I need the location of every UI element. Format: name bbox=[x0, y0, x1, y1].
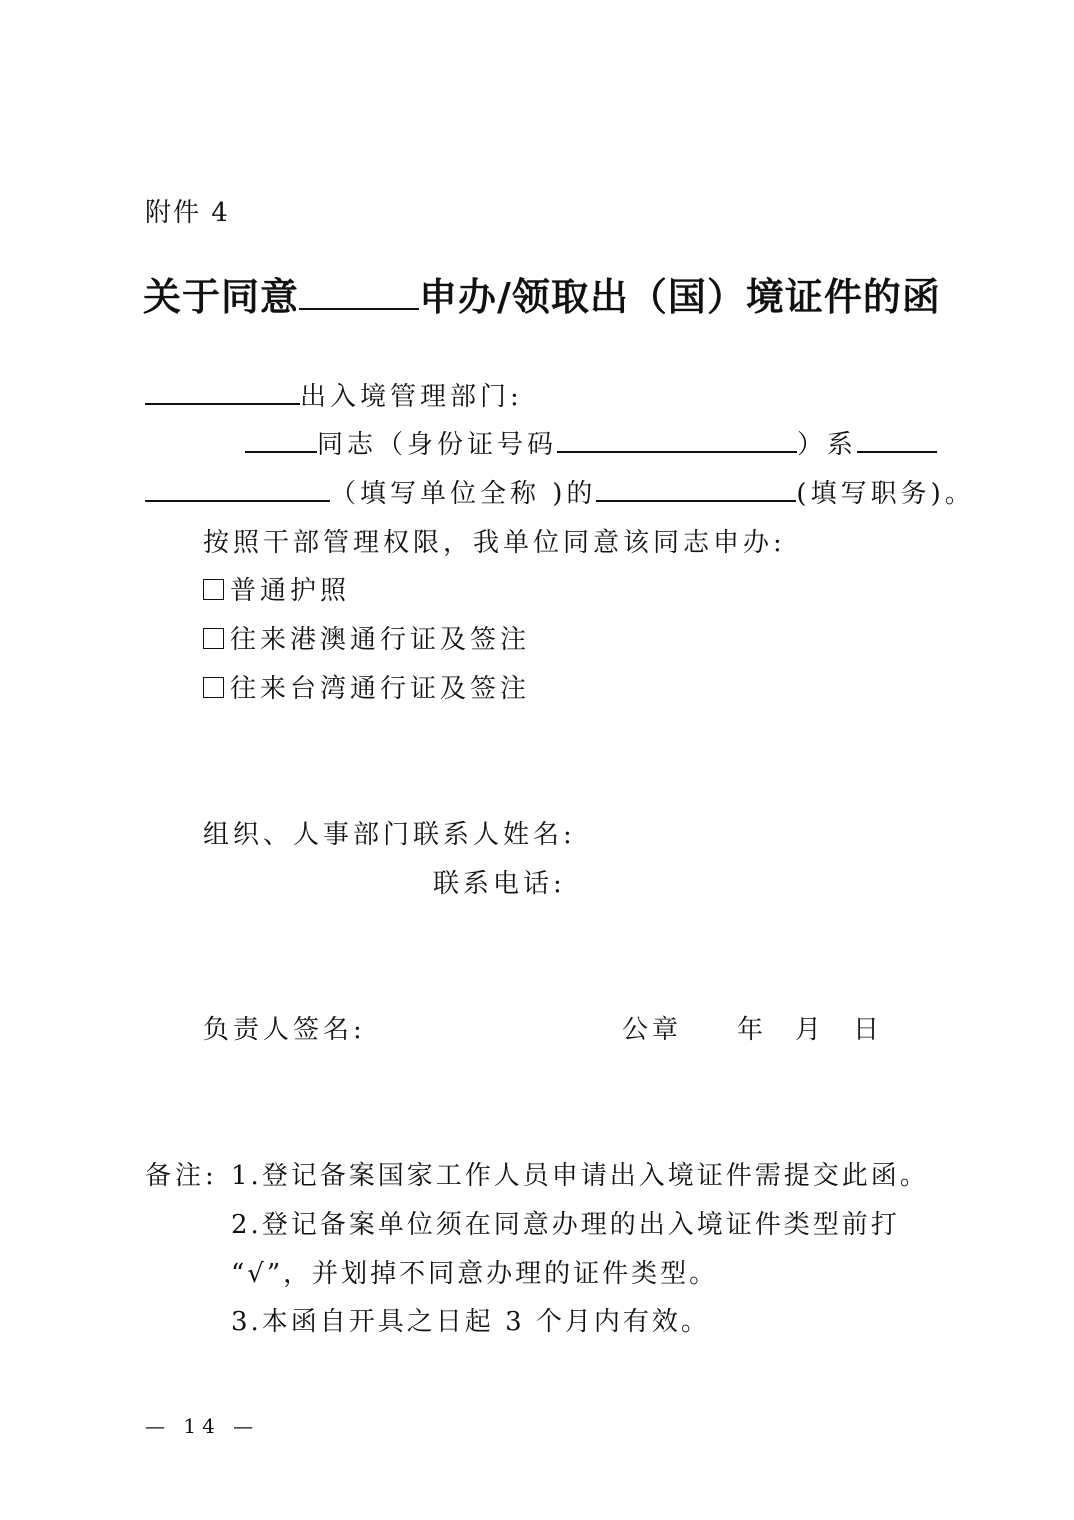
contact-name-label: 组织、人事部门联系人姓名: bbox=[203, 820, 576, 850]
contact-phone-label: 联系电话: bbox=[433, 869, 566, 899]
signature-label: 负责人签名: bbox=[203, 1015, 366, 1045]
comrade-name-blank[interactable] bbox=[245, 450, 317, 453]
option-hk-macao bbox=[203, 623, 530, 657]
id-number-blank[interactable] bbox=[557, 450, 797, 453]
department-blank[interactable] bbox=[145, 402, 300, 405]
hk-macao-checkbox[interactable] bbox=[203, 628, 224, 649]
letter-title bbox=[143, 273, 941, 321]
notes-label: 备注: bbox=[145, 1161, 218, 1191]
taiwan-checkbox[interactable] bbox=[203, 677, 224, 698]
seal-label: 公章 bbox=[622, 1015, 683, 1045]
year-label: 年 bbox=[737, 1015, 768, 1045]
day-label: 日 bbox=[853, 1015, 884, 1045]
option-label: 往来台湾通行证及签注 bbox=[230, 674, 531, 704]
option-taiwan bbox=[203, 672, 530, 706]
note-item-1: 1.登记备案国家工作人员申请出入境证件需提交此函。 bbox=[231, 1161, 929, 1191]
option-label: 往来港澳通行证及签注 bbox=[230, 625, 531, 655]
note-item-2-line-1: 2.登记备案单位须在同意办理的出入境证件类型前打 bbox=[231, 1210, 900, 1240]
post-blank[interactable] bbox=[596, 499, 796, 502]
month-label: 月 bbox=[795, 1015, 826, 1045]
note-item-2-line-2: “√”，并划掉不同意办理的证件类型。 bbox=[231, 1259, 719, 1289]
belongs-text: ）系 bbox=[797, 430, 858, 460]
agree-text: 按照干部管理权限，我单位同意该同志申办: bbox=[203, 528, 786, 558]
unit-blank-start[interactable] bbox=[857, 450, 937, 453]
comrade-line bbox=[245, 428, 937, 462]
option-passport bbox=[203, 574, 350, 608]
page-number: — 14 — bbox=[145, 1414, 260, 1438]
note-item-3: 3.本函自开具之日起 3 个月内有效。 bbox=[231, 1307, 710, 1337]
title-part-1: 关于同意 bbox=[143, 275, 300, 319]
post-hint-text: (填写职务)。 bbox=[796, 479, 975, 509]
salutation-text: 出入境管理部门: bbox=[300, 382, 523, 412]
attachment-label: 附件 4 bbox=[145, 198, 230, 228]
title-part-2: 申办/领取出（国）境证件的函 bbox=[419, 275, 941, 319]
passport-checkbox[interactable] bbox=[203, 579, 224, 600]
salutation-line bbox=[145, 380, 523, 414]
unit-full-name-blank[interactable] bbox=[145, 499, 330, 502]
comrade-text: 同志（身份证号码 bbox=[317, 430, 558, 460]
unit-post-line bbox=[145, 477, 975, 511]
option-label: 普通护照 bbox=[230, 576, 351, 606]
unit-hint-text: （填写单位全称 )的 bbox=[330, 479, 597, 509]
title-name-blank[interactable] bbox=[299, 307, 419, 310]
